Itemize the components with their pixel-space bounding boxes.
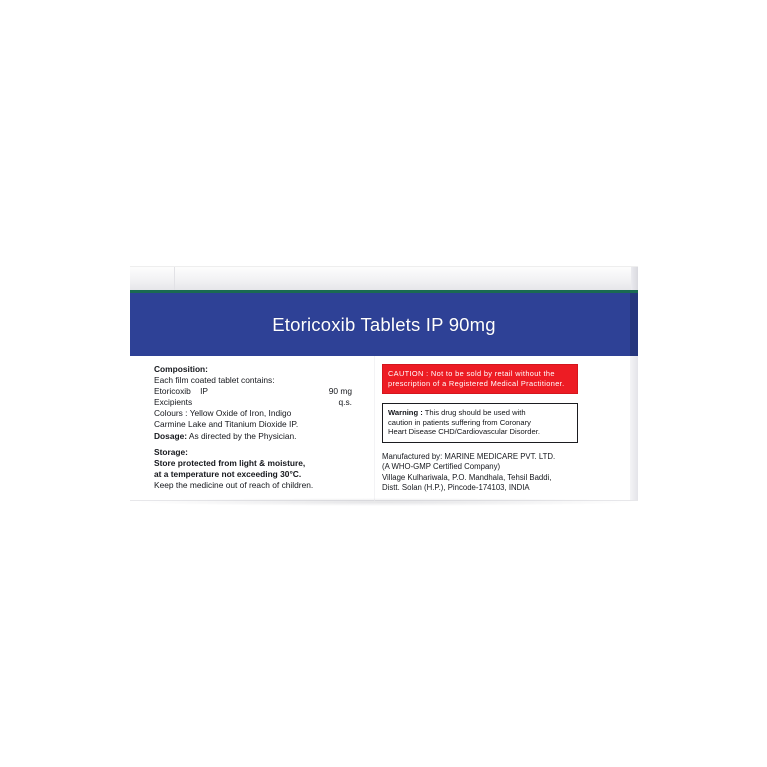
colours-line-2: Carmine Lake and Titanium Dioxide IP. [154, 419, 299, 430]
composition-intro: Each film coated tablet contains: [154, 375, 275, 386]
notices-column [382, 364, 614, 494]
storage-label: Storage: [154, 447, 188, 458]
manufacturer-line: (A WHO-GMP Certified Company) [382, 462, 501, 472]
storage-block [154, 447, 364, 480]
medicine-carton [130, 266, 638, 501]
caution-line-2: prescription of a Registered Medical Practitioner. [388, 378, 565, 388]
panel-crease-line [374, 356, 375, 501]
information-panel [130, 356, 638, 501]
warning-line-1: This drug should be used with [424, 408, 526, 418]
dosage-label: Dosage: [154, 430, 188, 441]
dosage-value: As directed by the Physician. [188, 430, 297, 441]
storage-line-1: Store protected from light & moisture, [154, 458, 306, 469]
ingredient-name: Excipients [154, 397, 193, 408]
manufacturer-block [382, 452, 594, 494]
colours-line-1: Colours : Yellow Oxide of Iron, Indigo [154, 408, 292, 419]
band-edge-shading [630, 293, 638, 356]
warning-label: Warning : [388, 408, 423, 418]
manufacturer-line: Village Kulhariwala, P.O. Mandhala, Tehsil Baddi, [382, 472, 552, 482]
ingredient-name: Etoricoxib IP [154, 386, 208, 397]
warning-line-2: caution in patients suffering from Coronary [388, 417, 531, 427]
manufacturer-line: Manufactured by: MARINE MEDICARE PVT. LTD. [382, 451, 556, 461]
caution-box [382, 364, 578, 394]
ingredient-amount: 90 mg [328, 386, 352, 397]
dosage-row [154, 431, 364, 442]
storage-line-2: at a temperature not exceeding 30°C. [154, 469, 302, 480]
brand-band [130, 293, 638, 356]
lid-crease-line [174, 267, 175, 291]
composition-heading: Composition: [154, 364, 208, 374]
composition-column [154, 364, 364, 492]
carton-ground-shadow [138, 498, 632, 506]
warning-box [382, 403, 578, 443]
manufacturer-line: Distt. Solan (H.P.), Pincode-174103, INDIA [382, 483, 530, 493]
keep-away-notice: Keep the medicine out of reach of children. [154, 480, 314, 491]
ingredient-row-2 [154, 397, 364, 408]
product-title: Etoricoxib Tablets IP 90mg [272, 313, 496, 335]
carton-top-lid [130, 266, 638, 290]
warning-first-line [388, 408, 572, 418]
caution-line-1: CAUTION : Not to be sold by retail without the [388, 369, 555, 378]
panel-edge-shading [630, 356, 638, 500]
ingredient-row-1 [154, 386, 364, 397]
warning-line-3: Heart Disease CHD/Cardiovascular Disorder. [388, 427, 540, 437]
ingredient-amount: q.s. [338, 397, 352, 408]
